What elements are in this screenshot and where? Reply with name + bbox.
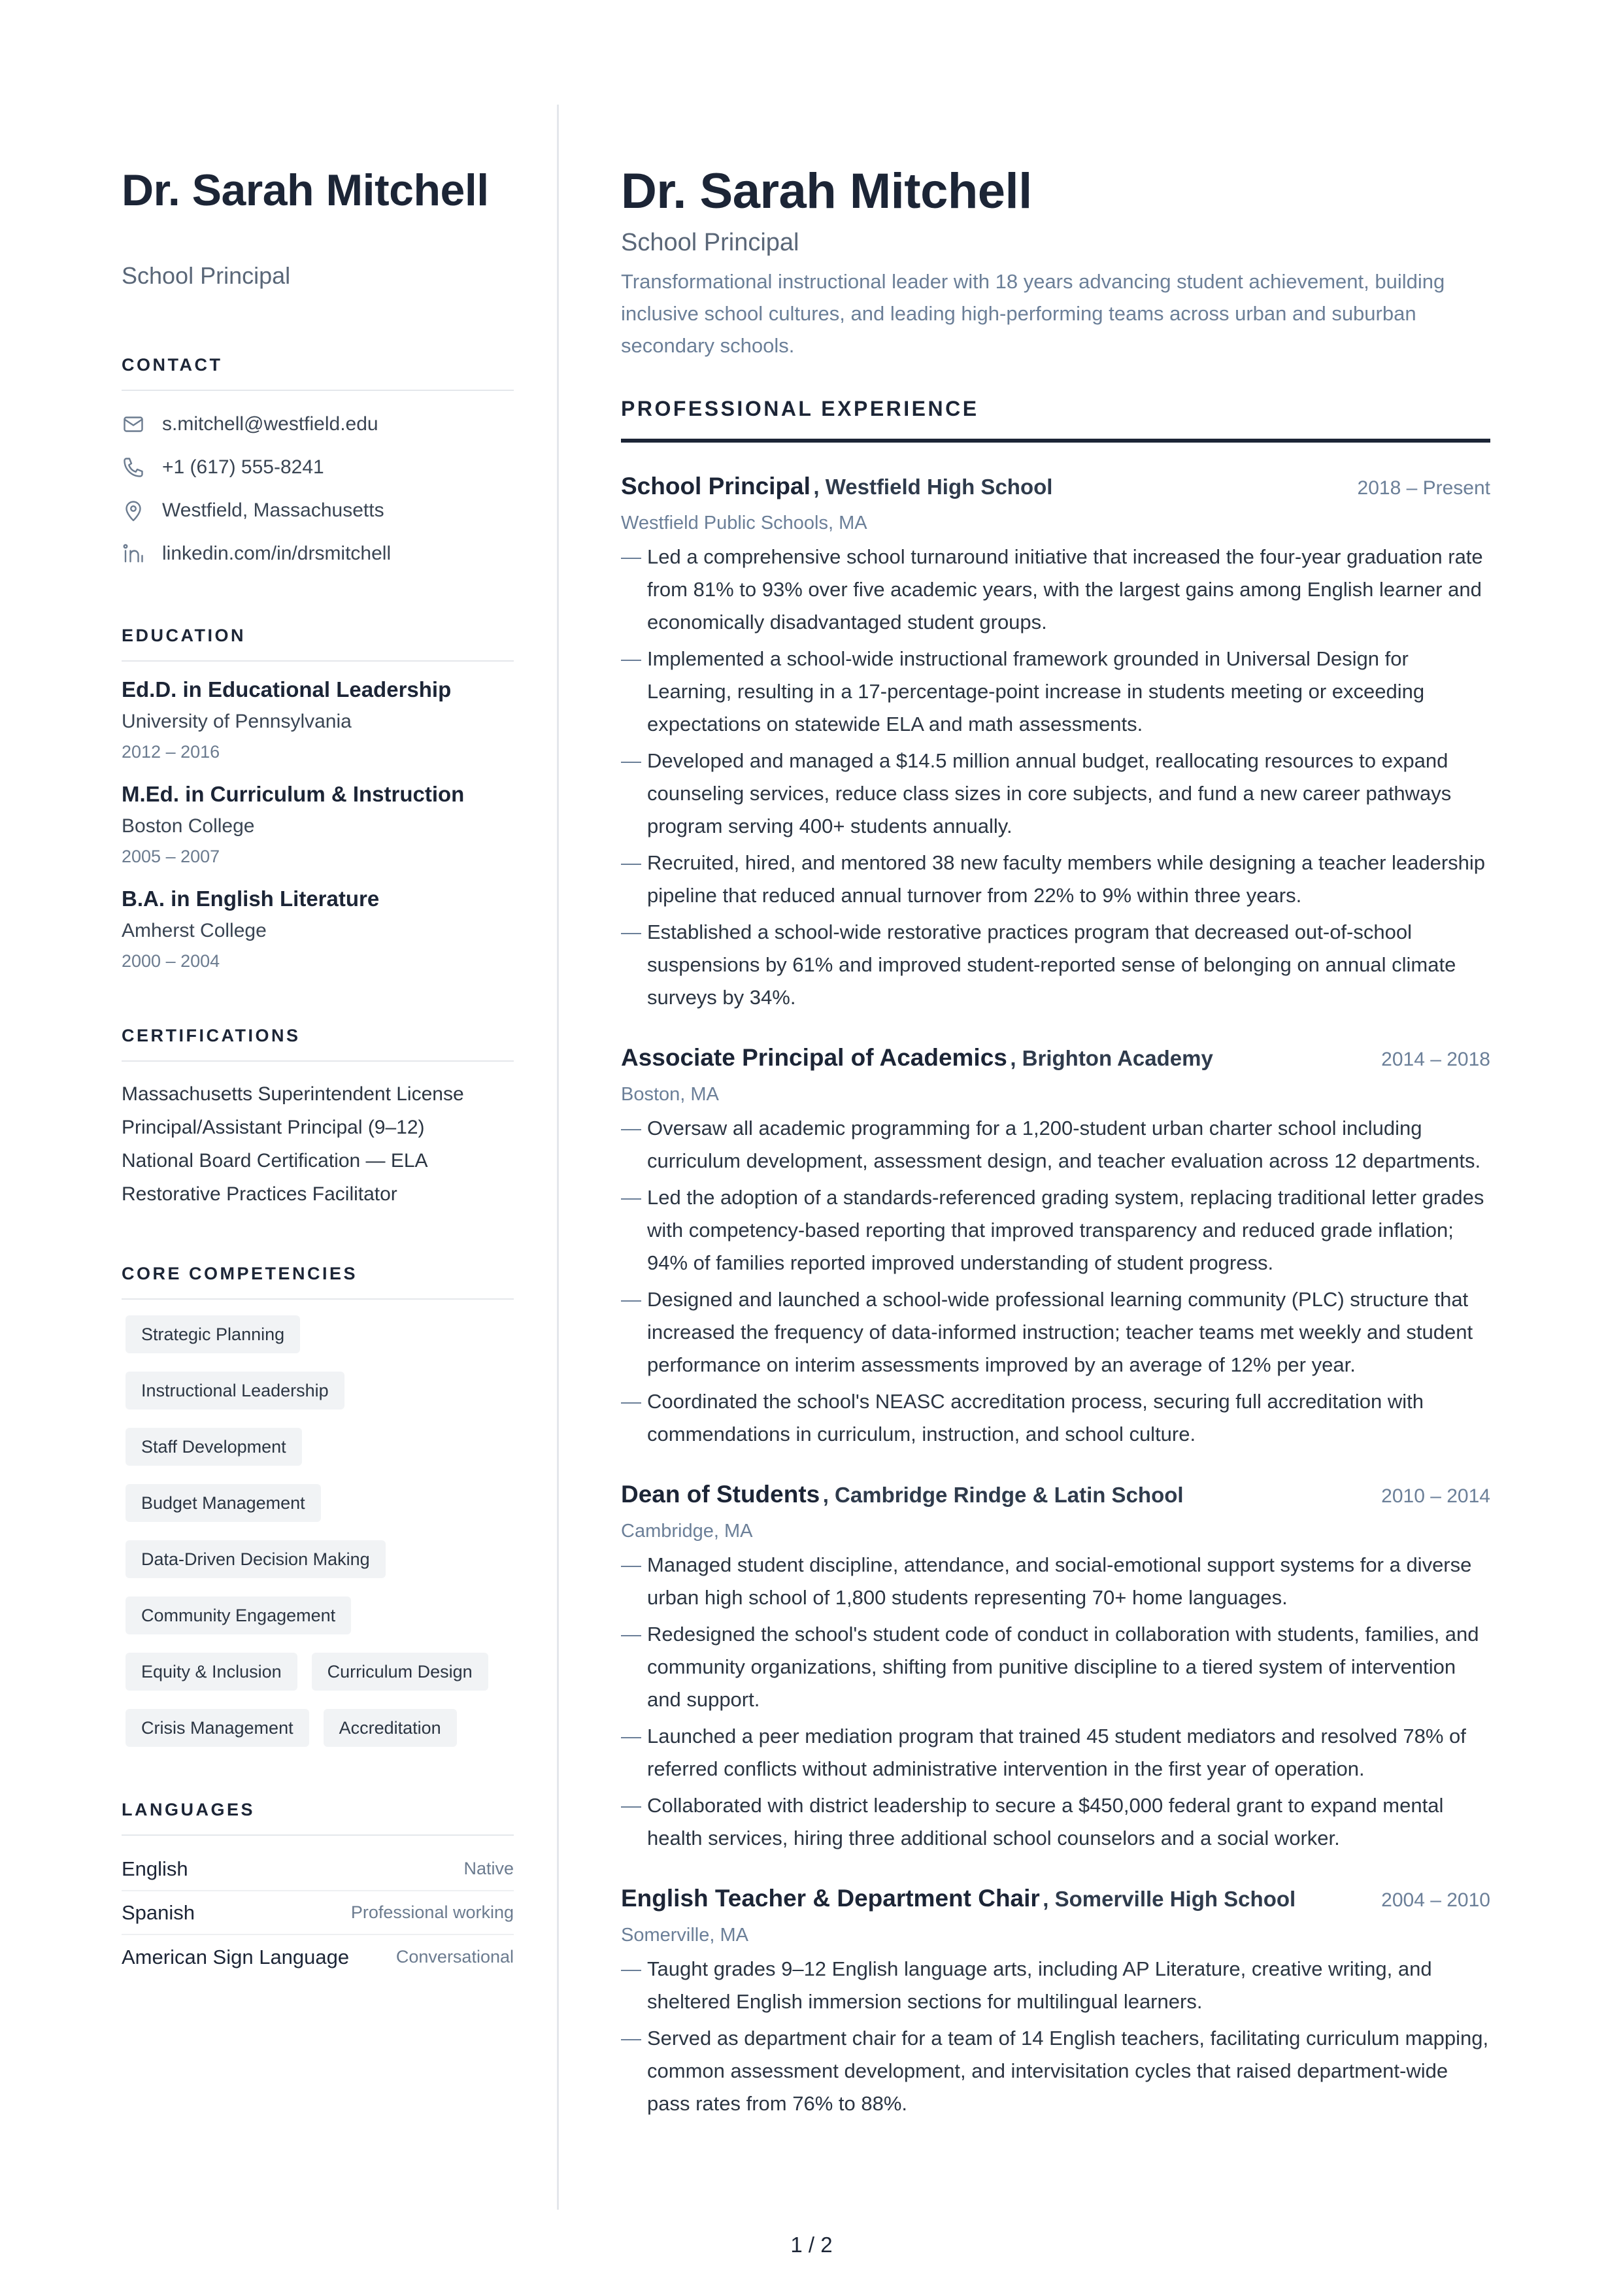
competency-chip: Instructional Leadership	[125, 1372, 344, 1410]
contact-location-text: Westfield, Massachusetts	[162, 499, 384, 521]
job-bullet	[621, 2022, 1490, 2120]
education-school: Amherst College	[122, 920, 267, 941]
job-title: Associate Principal of Academics	[621, 1044, 1007, 1071]
bullet-dash: —	[621, 647, 641, 670]
chip-row	[125, 1315, 514, 1353]
certification-item: Principal/Assistant Principal (9–12)	[122, 1117, 425, 1138]
job-bullet	[621, 916, 1490, 1014]
bullet-dash: —	[621, 1117, 641, 1140]
job-header	[621, 1885, 1490, 1912]
certifications-section	[122, 1025, 514, 1211]
bullet-dash: —	[621, 1725, 641, 1747]
job-bullets	[621, 541, 1490, 1014]
page-number: 1 / 2	[790, 2233, 833, 2257]
competency-chip: Budget Management	[125, 1484, 321, 1522]
education-years: 2005 – 2007	[122, 847, 220, 866]
location-pin-icon	[122, 499, 145, 522]
bullet-text: Recruited, hired, and mentored 38 new faculty members while designing a teacher leadership pipeline that reduced annual turnover from 22% to 9% within three years.	[647, 851, 1486, 907]
job-company: , Cambridge Rindge & Latin School	[822, 1483, 1184, 1507]
competencies-heading: CORE COMPETENCIES	[122, 1263, 514, 1300]
bullet-text: Launched a peer mediation program that trained 45 student mediators and resolved 78% of referred conflicts without administrative intervention in the first year of operation.	[647, 1725, 1466, 1780]
language-level: Conversational	[395, 1947, 514, 1967]
bullet-text: Collaborated with district leadership to secure a $450,000 federal grant to expand mental health services, hiring three additional school counselors and a social worker.	[647, 1794, 1444, 1849]
bullet-text: Implemented a school-wide instructional framework grounded in Universal Design for Learning, resulting in a 17-percentage-point increase in students meeting or exceeding expectations on statewide ELA and math assessments.	[647, 647, 1425, 735]
contact-email-text: s.mitchell@westfield.edu	[162, 413, 378, 435]
sidebar	[122, 163, 514, 1979]
certification-item: Restorative Practices Facilitator	[122, 1183, 397, 1205]
contact-location	[122, 489, 514, 532]
bullet-dash: —	[621, 1186, 641, 1209]
job-bullet	[621, 1953, 1490, 2018]
job-bullet	[621, 1789, 1490, 1855]
job-bullet	[621, 1112, 1490, 1177]
education-section	[122, 625, 514, 975]
job-bullets	[621, 1112, 1490, 1451]
sidebar-job-title: School Principal	[122, 262, 291, 289]
bullet-dash: —	[621, 1957, 641, 1980]
job-role	[621, 1044, 1213, 1072]
chip-row	[125, 1596, 514, 1634]
job-bullet	[621, 643, 1490, 741]
chip-row	[125, 1709, 514, 1747]
chip-row	[125, 1484, 514, 1522]
job-bullet	[621, 1720, 1490, 1785]
job-bullet	[621, 541, 1490, 639]
language-name: American Sign Language	[122, 1945, 350, 1968]
education-degree: M.Ed. in Curriculum & Instruction	[122, 782, 465, 806]
certification-item: National Board Certification — ELA	[122, 1150, 428, 1172]
education-item	[122, 778, 514, 871]
job-bullets	[621, 1549, 1490, 1855]
contact-list	[122, 403, 514, 575]
certification-item: Massachusetts Superintendent License	[122, 1083, 464, 1105]
job-company: , Westfield High School	[813, 475, 1053, 499]
job-bullets	[621, 1953, 1490, 2120]
job-header	[621, 1481, 1490, 1508]
job-entry	[621, 1885, 1490, 2120]
bullet-text: Led the adoption of a standards-referenced grading system, replacing traditional letter grades with competency-based reporting that improved transparency and reduced grade inflation; 94% of families reported improved understanding of student progress.	[647, 1186, 1484, 1274]
language-level: Native	[463, 1859, 514, 1878]
languages-heading: LANGUAGES	[122, 1799, 514, 1836]
competency-chip: Data-Driven Decision Making	[125, 1540, 386, 1578]
languages-section	[122, 1799, 514, 1979]
bullet-dash: —	[621, 545, 641, 568]
education-degree: B.A. in English Literature	[122, 886, 380, 911]
job-bullet	[621, 1618, 1490, 1716]
education-years: 2000 – 2004	[122, 951, 220, 971]
job-bullet	[621, 1181, 1490, 1279]
competency-chip: Staff Development	[125, 1428, 302, 1466]
bullet-dash: —	[621, 851, 641, 874]
job-bullet	[621, 745, 1490, 843]
sidebar-name: Dr. Sarah Mitchell	[122, 165, 489, 215]
competency-chip: Community Engagement	[125, 1596, 351, 1634]
bullet-dash: —	[621, 1390, 641, 1413]
linkedin-icon	[122, 542, 145, 566]
certifications-heading: CERTIFICATIONS	[122, 1025, 514, 1062]
job-header	[621, 1044, 1490, 1072]
column-divider	[557, 105, 559, 2210]
job-bullet	[621, 1385, 1490, 1451]
job-location: Cambridge, MA	[621, 1521, 753, 1542]
competency-chip: Crisis Management	[125, 1709, 309, 1747]
language-name: Spanish	[122, 1900, 195, 1924]
certifications-list	[122, 1077, 514, 1211]
bullet-text: Served as department chair for a team of 14 English teachers, facilitating curriculum mapping, common assessment development, and intervisitation cycles that raised department-wide pass rates from 76% to 88%.	[647, 2027, 1489, 2115]
experience-list	[621, 473, 1490, 2120]
chip-row	[125, 1372, 514, 1410]
job-bullet	[621, 847, 1490, 912]
competencies-section	[122, 1263, 514, 1747]
main-job-title: School Principal	[621, 229, 799, 256]
bullet-dash: —	[621, 1553, 641, 1576]
job-dates: 2004 – 2010	[1381, 1889, 1490, 1911]
language-level: Professional working	[350, 1902, 514, 1922]
language-name: English	[122, 1857, 188, 1880]
job-dates: 2010 – 2014	[1381, 1485, 1490, 1507]
job-company: , Somerville High School	[1043, 1887, 1296, 1911]
bullet-dash: —	[621, 920, 641, 943]
job-dates: 2014 – 2018	[1381, 1049, 1490, 1070]
competency-chips	[122, 1315, 514, 1747]
competency-chip: Accreditation	[324, 1709, 457, 1747]
bullet-dash: —	[621, 2027, 641, 2050]
job-role	[621, 1481, 1184, 1508]
job-entry	[621, 473, 1490, 1014]
job-role	[621, 1885, 1296, 1912]
bullet-text: Established a school-wide restorative practices program that decreased out-of-school suspensions by 61% and improved student-reported sense of belonging on annual climate surveys by 34%.	[647, 920, 1456, 1009]
job-title: Dean of Students	[621, 1481, 820, 1508]
contact-heading: CONTACT	[122, 354, 514, 391]
contact-linkedin[interactable]	[122, 532, 514, 575]
contact-email[interactable]	[122, 403, 514, 446]
bullet-dash: —	[621, 749, 641, 772]
job-title: English Teacher & Department Chair	[621, 1885, 1040, 1912]
main-content	[621, 163, 1490, 2124]
chip-row	[125, 1428, 514, 1466]
bullet-dash: —	[621, 1623, 641, 1646]
bullet-text: Redesigned the school's student code of conduct in collaboration with students, families, and community organizations, shifting from punitive discipline to a tiered system of intervention and support.	[647, 1623, 1479, 1711]
languages-list	[122, 1848, 514, 1979]
competency-chip: Strategic Planning	[125, 1315, 300, 1353]
job-title: School Principal	[621, 473, 811, 499]
job-location: Somerville, MA	[621, 1925, 748, 1946]
experience-heading: PROFESSIONAL EXPERIENCE	[621, 396, 1490, 443]
job-entry	[621, 1044, 1490, 1451]
job-bullet	[621, 1549, 1490, 1614]
language-row	[122, 1935, 514, 1979]
education-school: Boston College	[122, 815, 255, 837]
job-bullet	[621, 1283, 1490, 1381]
job-role	[621, 473, 1052, 500]
chip-row	[125, 1540, 514, 1578]
bullet-text: Designed and launched a school-wide professional learning community (PLC) structure that increased the frequency of data-informed instruction; teacher teams met weekly and student performance on interim assessments improved by an average of 12% per year.	[647, 1288, 1473, 1376]
job-company: , Brighton Academy	[1010, 1046, 1213, 1070]
chip-row	[125, 1653, 514, 1691]
contact-linkedin-text: linkedin.com/in/drsmitchell	[162, 543, 392, 564]
bullet-dash: —	[621, 1288, 641, 1311]
education-list	[122, 673, 514, 975]
language-row	[122, 1848, 514, 1891]
education-heading: EDUCATION	[122, 625, 514, 662]
bullet-dash: —	[621, 1794, 641, 1817]
bullet-text: Led a comprehensive school turnaround initiative that increased the four-year graduation rate from 81% to 93% over five academic years, with the largest gains among English learner and economically disadvantaged student groups.	[647, 545, 1483, 633]
job-location: Boston, MA	[621, 1084, 719, 1105]
professional-summary: Transformational instructional leader with 18 years advancing student achievement, building inclusive school cultures, and leading high-performing teams across urban and suburban secondary schools.	[621, 270, 1445, 357]
education-degree: Ed.D. in Educational Leadership	[122, 677, 452, 701]
language-row	[122, 1891, 514, 1935]
competency-chip: Curriculum Design	[312, 1653, 488, 1691]
mail-icon	[122, 413, 145, 436]
phone-icon	[122, 456, 145, 479]
education-school: University of Pennsylvania	[122, 711, 352, 732]
job-dates: 2018 – Present	[1357, 477, 1490, 499]
education-years: 2012 – 2016	[122, 742, 220, 762]
bullet-text: Managed student discipline, attendance, and social-emotional support systems for a diverse urban high school of 1,800 students representing 70+ home languages.	[647, 1553, 1472, 1609]
job-location: Westfield Public Schools, MA	[621, 513, 867, 533]
bullet-text: Developed and managed a $14.5 million annual budget, reallocating resources to expand counseling services, reduce class sizes in core subjects, and fund a new career pathways program serving 400+ students annually.	[647, 749, 1452, 837]
main-name: Dr. Sarah Mitchell	[621, 163, 1032, 219]
bullet-text: Oversaw all academic programming for a 1,200-student urban charter school including curriculum development, assessment design, and teacher evaluation across 12 departments.	[647, 1117, 1481, 1172]
competency-chip: Equity & Inclusion	[125, 1653, 297, 1691]
job-header	[621, 473, 1490, 500]
education-item	[122, 673, 514, 766]
contact-phone[interactable]	[122, 446, 514, 489]
contact-section	[122, 354, 514, 575]
contact-phone-text: +1 (617) 555-8241	[162, 456, 324, 478]
bullet-text: Coordinated the school's NEASC accreditation process, securing full accreditation with commendations in curriculum, instruction, and school culture.	[647, 1390, 1424, 1445]
bullet-text: Taught grades 9–12 English language arts, including AP Literature, creative writing, and sheltered English immersion sections for multilingual learners.	[647, 1957, 1432, 2013]
education-item	[122, 883, 514, 975]
job-entry	[621, 1481, 1490, 1855]
